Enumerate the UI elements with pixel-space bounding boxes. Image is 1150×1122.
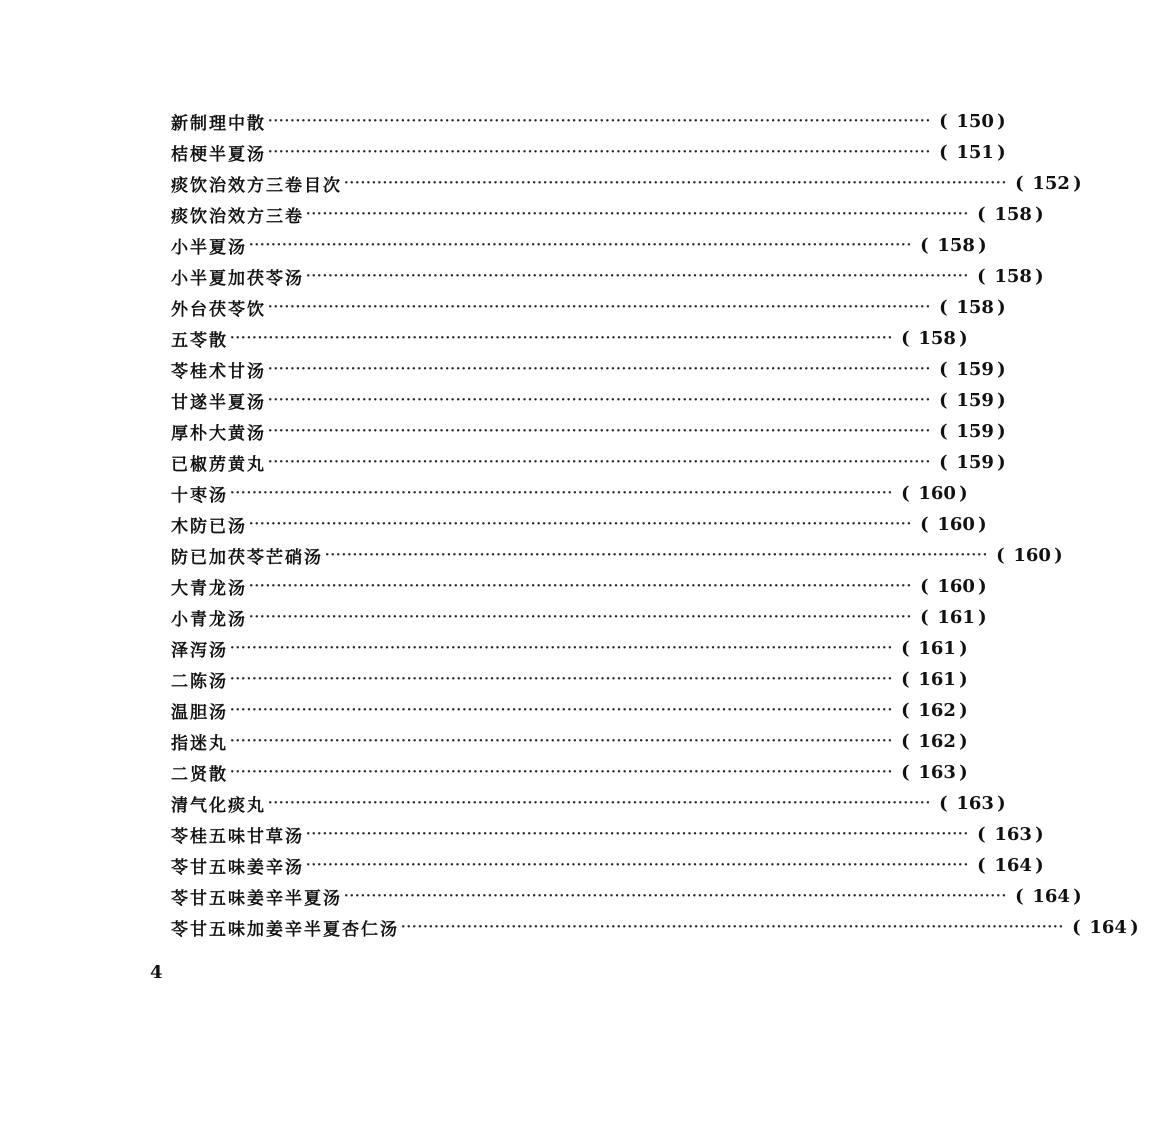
toc-entry-title: 已椒苈黄丸 — [171, 455, 266, 475]
toc-entry — [171, 292, 1006, 323]
toc-entry-title: 泽泻汤 — [171, 641, 228, 661]
toc-entry-title: 小半夏汤 — [171, 238, 247, 258]
dot-leader: ························································································································ — [249, 238, 913, 253]
toc-entry-page: ( 150 ) — [939, 111, 1006, 132]
toc-entry-page: ( 160 ) — [996, 545, 1063, 566]
toc-entry — [171, 354, 1006, 385]
dot-leader: ························································································································ — [268, 300, 932, 315]
toc-entry-title: 防已加茯苓芒硝汤 — [171, 548, 323, 568]
toc-entry-page: ( 161 ) — [901, 638, 968, 659]
dot-leader: ························································································································ — [268, 393, 932, 408]
dot-leader: ························································································································ — [306, 827, 970, 842]
toc-entry — [171, 509, 987, 540]
toc-entry-page: ( 161 ) — [901, 669, 968, 690]
dot-leader: ························································································································ — [230, 672, 894, 687]
toc-entry-page: ( 159 ) — [939, 421, 1006, 442]
toc-entry — [171, 323, 968, 354]
toc-entry-title: 木防已汤 — [171, 517, 247, 537]
toc-entry-page: ( 158 ) — [977, 266, 1044, 287]
toc-entry — [171, 137, 1006, 168]
toc-entry-title: 桔梗半夏汤 — [171, 145, 266, 165]
toc-entry-page: ( 158 ) — [977, 204, 1044, 225]
toc-entry — [171, 168, 1082, 199]
toc-entry-page: ( 163 ) — [977, 824, 1044, 845]
toc-entry-title: 苓甘五味姜辛半夏汤 — [171, 889, 342, 909]
toc-entry-page: ( 158 ) — [920, 235, 987, 256]
toc-entry-title: 大青龙汤 — [171, 579, 247, 599]
page-number: 4 — [150, 962, 163, 983]
toc-entry-title: 小半夏加茯苓汤 — [171, 269, 304, 289]
toc-entry-page: ( 159 ) — [939, 359, 1006, 380]
toc-entry-title: 痰饮治效方三卷 — [171, 207, 304, 227]
toc-entry-page: ( 152 ) — [1015, 173, 1082, 194]
toc-entry — [171, 571, 987, 602]
toc-entry-page: ( 160 ) — [901, 483, 968, 504]
toc-entry-title: 苓甘五味姜辛汤 — [171, 858, 304, 878]
toc-entry — [171, 757, 968, 788]
toc-entry-title: 二陈汤 — [171, 672, 228, 692]
dot-leader: ························································································································ — [325, 548, 989, 563]
toc-entry — [171, 819, 1044, 850]
toc-entry — [171, 850, 1044, 881]
dot-leader: ························································································································ — [306, 269, 970, 284]
toc-entry-page: ( 158 ) — [901, 328, 968, 349]
toc-entry-title: 痰饮治效方三卷目次 — [171, 176, 342, 196]
toc-entry — [171, 447, 1006, 478]
toc-entry-title: 苓甘五味加姜辛半夏杏仁汤 — [171, 920, 399, 940]
toc-entry-title: 二贤散 — [171, 765, 228, 785]
toc-entry-page: ( 158 ) — [939, 297, 1006, 318]
dot-leader: ························································································································ — [344, 889, 1008, 904]
toc-entry-page: ( 151 ) — [939, 142, 1006, 163]
toc-entry-page: ( 164 ) — [1072, 917, 1139, 938]
toc-entry — [171, 664, 968, 695]
toc-entry-page: ( 160 ) — [920, 514, 987, 535]
dot-leader: ························································································································ — [344, 176, 1008, 191]
toc-entry-title: 外台茯苓饮 — [171, 300, 266, 320]
toc-entry — [171, 912, 1139, 943]
toc-entry-title: 五苓散 — [171, 331, 228, 351]
toc-entry-page: ( 162 ) — [901, 700, 968, 721]
toc-entry-title: 苓桂术甘汤 — [171, 362, 266, 382]
dot-leader: ························································································································ — [230, 734, 894, 749]
toc-entry-page: ( 160 ) — [920, 576, 987, 597]
toc-entry — [171, 199, 1044, 230]
dot-leader: ························································································································ — [268, 114, 932, 129]
toc-entry-page: ( 159 ) — [939, 452, 1006, 473]
toc-entry — [171, 106, 1006, 137]
toc-entry-page: ( 163 ) — [939, 793, 1006, 814]
dot-leader: ························································································································ — [230, 331, 894, 346]
dot-leader: ························································································································ — [268, 796, 932, 811]
toc-entry-page: ( 164 ) — [1015, 886, 1082, 907]
toc-entry-title: 新制理中散 — [171, 114, 266, 134]
toc-entry-page: ( 164 ) — [977, 855, 1044, 876]
dot-leader: ························································································································ — [268, 362, 932, 377]
dot-leader: ························································································································ — [306, 858, 970, 873]
toc-entry-title: 指迷丸 — [171, 734, 228, 754]
toc-entry — [171, 416, 1006, 447]
toc-entry-title: 温胆汤 — [171, 703, 228, 723]
toc-entry — [171, 633, 968, 664]
toc-entry-page: ( 163 ) — [901, 762, 968, 783]
dot-leader: ························································································································ — [230, 703, 894, 718]
toc-entry — [171, 726, 968, 757]
dot-leader: ························································································································ — [249, 579, 913, 594]
toc-entry — [171, 478, 968, 509]
toc-entry-title: 十枣汤 — [171, 486, 228, 506]
dot-leader: ························································································································ — [249, 517, 913, 532]
toc-entry — [171, 881, 1082, 912]
table-of-contents — [171, 106, 1139, 943]
toc-entry — [171, 540, 1063, 571]
toc-entry — [171, 385, 1006, 416]
toc-entry-title: 清气化痰丸 — [171, 796, 266, 816]
toc-entry-title: 小青龙汤 — [171, 610, 247, 630]
toc-entry — [171, 261, 1044, 292]
dot-leader: ························································································································ — [230, 486, 894, 501]
dot-leader: ························································································································ — [230, 641, 894, 656]
dot-leader: ························································································································ — [268, 145, 932, 160]
toc-entry-title: 苓桂五味甘草汤 — [171, 827, 304, 847]
dot-leader: ························································································································ — [268, 424, 932, 439]
dot-leader: ························································································································ — [268, 455, 932, 470]
toc-entry-title: 厚朴大黄汤 — [171, 424, 266, 444]
toc-entry — [171, 788, 1006, 819]
toc-entry — [171, 230, 987, 261]
dot-leader: ························································································································ — [401, 920, 1065, 935]
toc-entry — [171, 602, 987, 633]
toc-entry-page: ( 159 ) — [939, 390, 1006, 411]
dot-leader: ························································································································ — [230, 765, 894, 780]
toc-entry — [171, 695, 968, 726]
toc-entry-page: ( 162 ) — [901, 731, 968, 752]
toc-entry-page: ( 161 ) — [920, 607, 987, 628]
toc-entry-title: 甘遂半夏汤 — [171, 393, 266, 413]
dot-leader: ························································································································ — [249, 610, 913, 625]
dot-leader: ························································································································ — [306, 207, 970, 222]
